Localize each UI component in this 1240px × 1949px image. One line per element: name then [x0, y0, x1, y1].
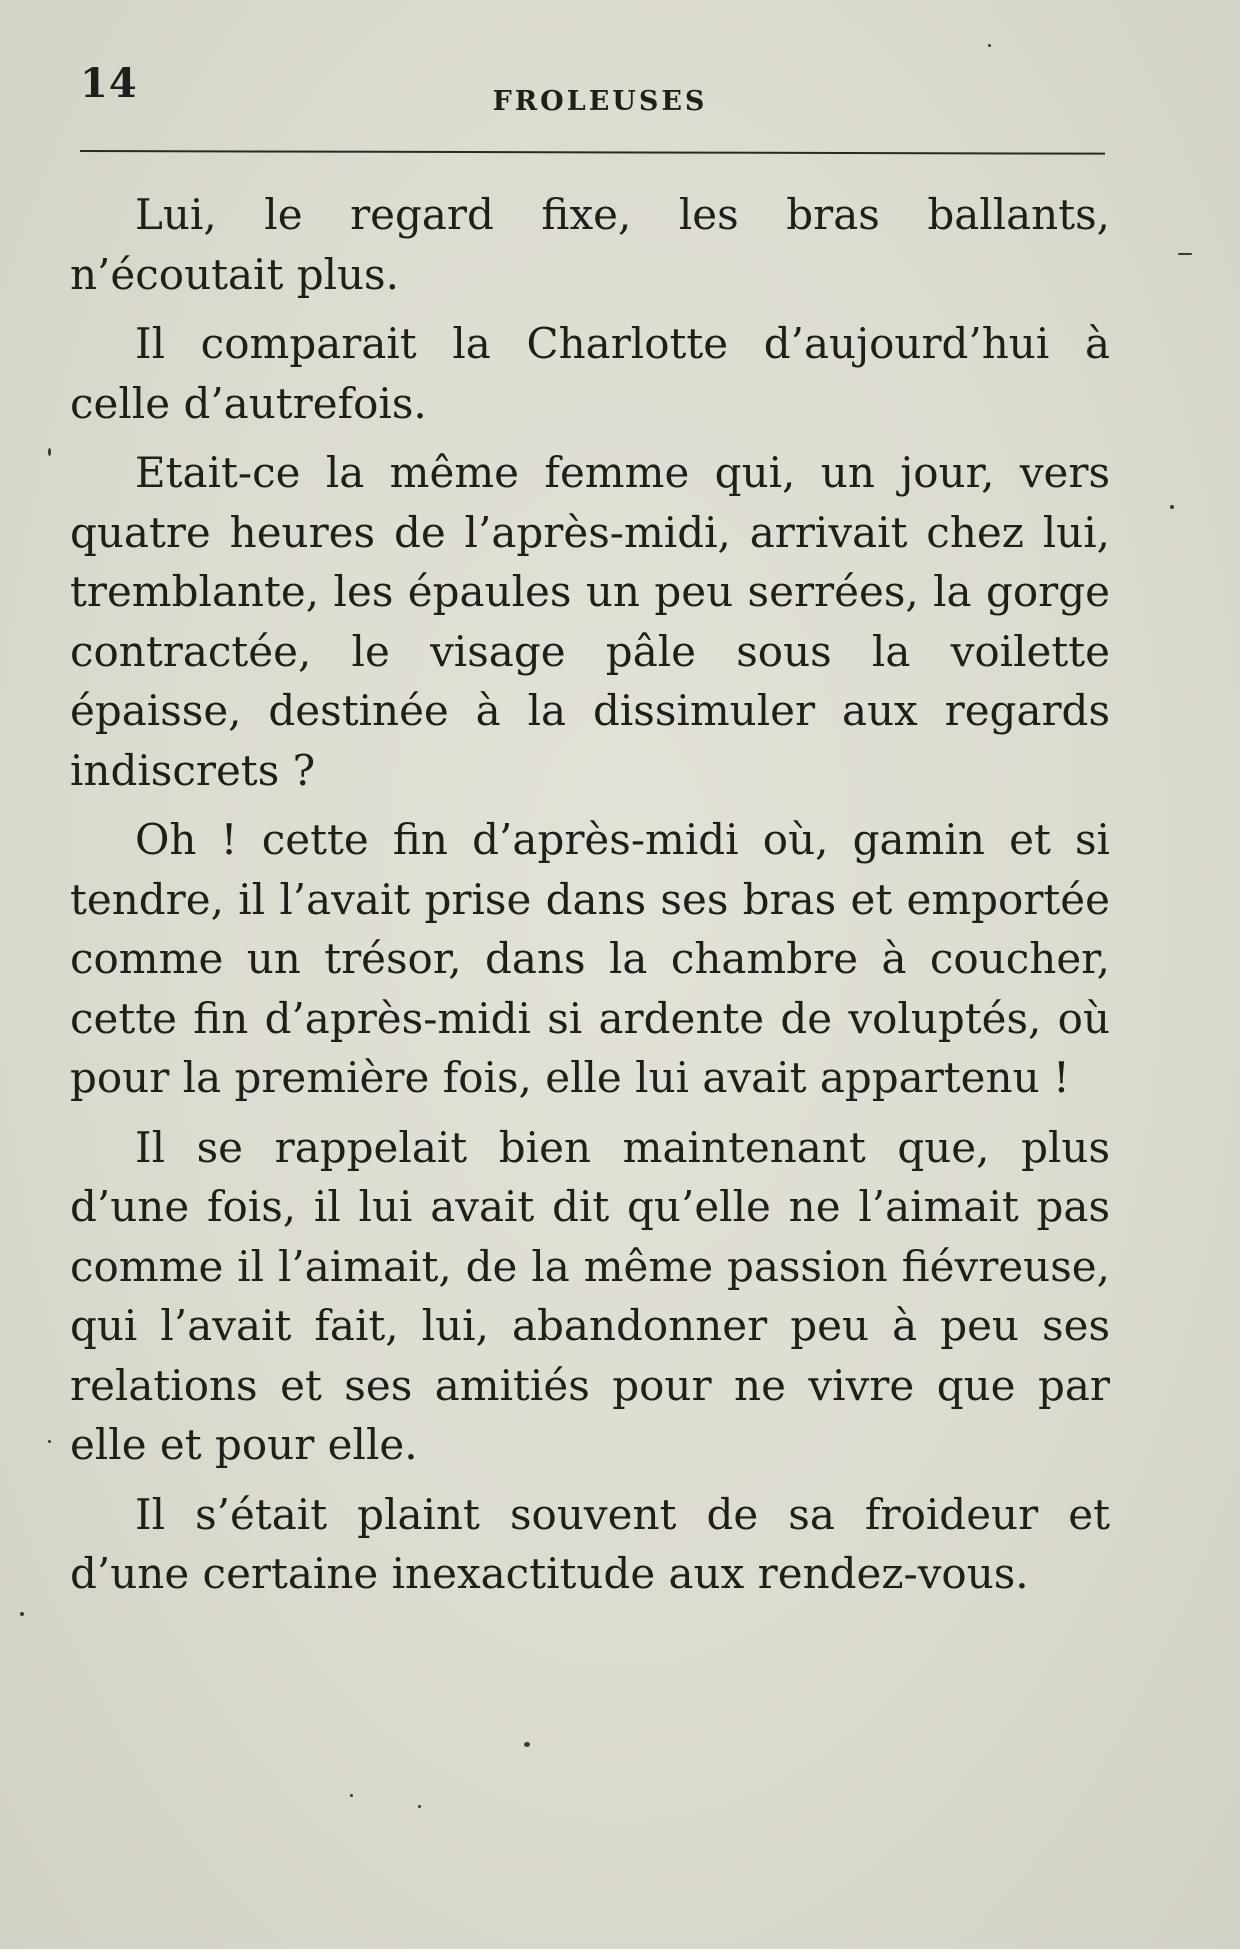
print-speck — [1170, 505, 1174, 509]
print-speck — [350, 1794, 353, 1797]
header-divider — [80, 150, 1105, 155]
print-speck — [1178, 253, 1192, 255]
paragraph: Il se rappelait bien maintenant que, plus d’une fois, il lui avait dit qu’elle ne l’aimait pas comme il l’aimait, de la même passion fiévreuse, qui l’avait fait, lui, abandonner peu à peu ses relations et ses amitiés pour ne vivre que par elle et pour elle. — [70, 1122, 1110, 1469]
print-speck — [48, 448, 51, 456]
body-text — [70, 185, 1110, 1614]
paragraph: Etait-ce la même femme qui, un jour, vers quatre heures de l’après-midi, arrivait chez lui, tremblante, les épaules un peu serrées, la gorge contractée, le visage pâle sous la voilette épaisse, destinée à la dissimuler aux regards indiscrets ? — [70, 448, 1110, 795]
page-number: 14 — [80, 60, 138, 107]
print-speck — [418, 1805, 421, 1808]
paragraph: Oh ! cette fin d’après-midi où, gamin et si tendre, il l’avait prise dans ses bras et emportée comme un trésor, dans la chambre à coucher, cette fin d’après-midi si ardente de voluptés, où pour la première fois, elle lui avait appartenu ! — [70, 815, 1110, 1102]
paragraph: Lui, le regard fixe, les bras ballants, n’écoutait plus. — [70, 190, 1110, 299]
print-speck — [48, 1440, 51, 1443]
print-speck — [524, 1742, 530, 1747]
print-speck — [988, 44, 991, 47]
running-title: FROLEUSES — [492, 86, 708, 117]
paragraph: Il comparait la Charlotte d’aujourd’hui à celle d’autrefois. — [70, 319, 1110, 428]
paragraph: Il s’était plaint souvent de sa froideur et d’une certaine inexactitude aux rendez-vous. — [70, 1489, 1110, 1598]
print-speck — [20, 1612, 24, 1616]
